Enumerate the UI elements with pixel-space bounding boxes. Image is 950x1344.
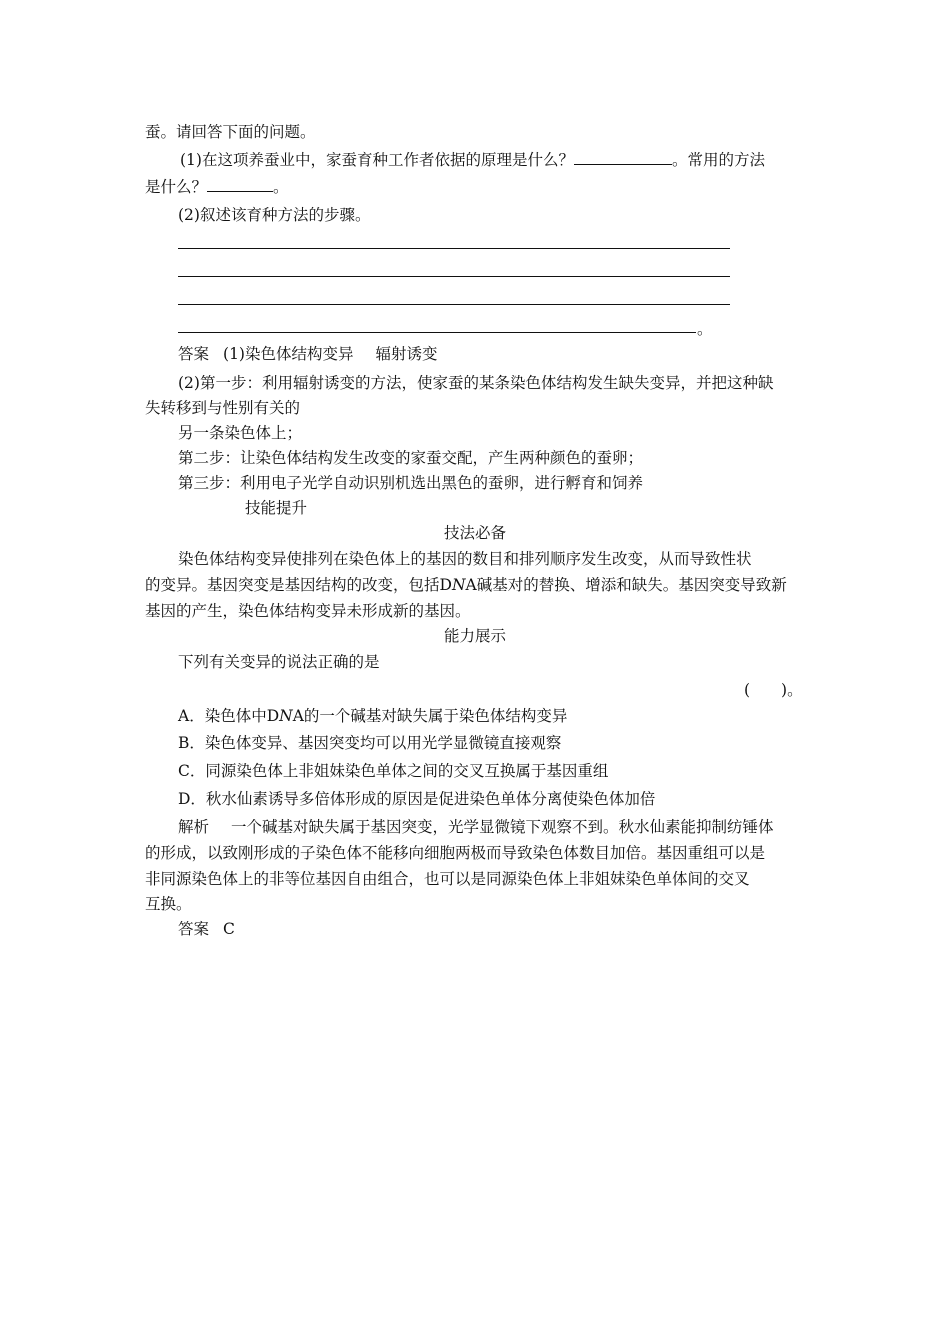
question-1-end: 。 — [273, 178, 289, 196]
answer-lines-end: 。 — [697, 320, 713, 338]
answer-2-line-4: 第二步：让染色体结构发生改变的家蚕交配，产生两种颜色的蚕卵； — [178, 449, 644, 467]
option-c[interactable]: C．同源染色体上非姐妹染色单体之间的交叉互换属于基因重组 — [178, 762, 609, 780]
answer-1 — [178, 343, 438, 365]
method-line-3: 基因的产生，染色体结构变异未形成新的基因。 — [145, 602, 471, 620]
method-line-2 — [145, 574, 787, 596]
option-b[interactable]: B．染色体变异、基因突变均可以用光学显微镜直接观察 — [178, 734, 562, 752]
option-a-text-1: A．染色体中D — [178, 707, 280, 725]
answer-line-4[interactable] — [178, 332, 696, 333]
question-1-text-3: 是什么？ — [145, 178, 208, 196]
method-line-2-a: 的变异。基因突变是基因结构的改变，包括D — [145, 576, 452, 594]
answer-1-part-1: (1)染色体结构变异 — [223, 345, 354, 363]
question-1 — [180, 148, 765, 171]
question-1-text-2: 。常用的方法 — [671, 151, 765, 169]
final-answer-value: C — [223, 920, 235, 938]
answer-2-line-2: 失转移到与性别有关的 — [145, 399, 301, 417]
analysis-line-3: 非同源染色体上的非等位基因自由组合，也可以是同源染色体上非姐妹染色单体间的交叉 — [145, 870, 750, 888]
intro-line: 蚕。请回答下面的问题。 — [145, 123, 316, 141]
method-line-2-n: N — [451, 576, 466, 594]
answer-line-3[interactable] — [178, 304, 730, 305]
answer-2-line-3: 另一条染色体上； — [178, 424, 303, 442]
analysis-line-2: 的形成，以致刚形成的子染色体不能移向细胞两极而导致染色体数目加倍。基因重组可以是 — [145, 844, 766, 862]
question-1-cont — [145, 175, 289, 198]
option-a-text-2: A的一个碱基对缺失属于染色体结构变异 — [292, 707, 568, 725]
option-a[interactable] — [178, 705, 567, 727]
answer-2-line-5: 第三步：利用电子光学自动识别机选出黑色的蚕卵，进行孵育和饲养 — [178, 474, 644, 492]
answer-blank-principle[interactable] — [574, 148, 672, 165]
method-line-2-b: A碱基对的替换、增添和缺失。基因突变导致新 — [465, 576, 787, 594]
answer-blank-method[interactable] — [207, 175, 273, 192]
answer-line-2[interactable] — [178, 276, 730, 277]
final-answer-label: 答案 — [178, 920, 210, 938]
option-d[interactable]: D．秋水仙素诱导多倍体形成的原因是促进染色单体分离使染色体加倍 — [178, 790, 656, 808]
final-answer — [178, 918, 235, 940]
section-heading-method: 技法必备 — [443, 524, 506, 542]
question-1-text: (1)在这项养蚕业中，家蚕育种工作者依据的原理是什么？ — [180, 151, 574, 169]
analysis-label: 解析 — [178, 818, 210, 836]
section-heading-ability: 能力展示 — [443, 627, 506, 645]
question-stem: 下列有关变异的说法正确的是 — [178, 653, 380, 671]
answer-label: 答案 — [178, 345, 210, 363]
option-a-text-n: N — [279, 707, 293, 725]
answer-line-1[interactable] — [178, 248, 730, 249]
answer-bracket[interactable]: ( )。 — [744, 681, 803, 699]
answer-2-line-1: (2)第一步：利用辐射诱变的方法，使家蚕的某条染色体结构发生缺失变异，并把这种缺 — [178, 374, 774, 392]
analysis-line-1 — [178, 816, 774, 838]
analysis-line-4: 互换。 — [145, 895, 192, 913]
answer-1-part-2: 辐射诱变 — [375, 345, 438, 363]
question-2: (2)叙述该育种方法的步骤。 — [178, 206, 371, 224]
section-heading-skill: 技能提升 — [245, 499, 308, 517]
method-line-1: 染色体结构变异使排列在染色体上的基因的数目和排列顺序发生改变，从而导致性状 — [178, 550, 752, 568]
analysis-text-1: 一个碱基对缺失属于基因突变，光学显微镜下观察不到。秋水仙素能抑制纺锤体 — [231, 818, 774, 836]
